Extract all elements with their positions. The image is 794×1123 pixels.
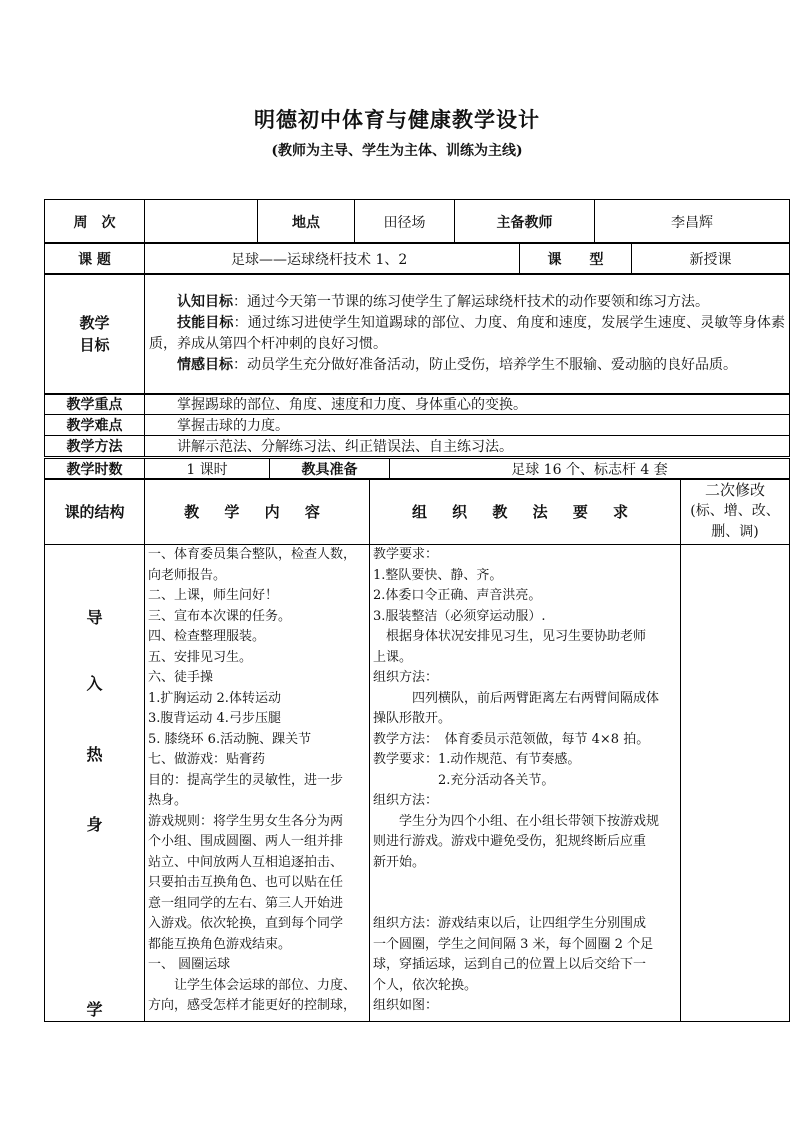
text-line: 教学要求：	[373, 547, 439, 562]
goals-label-text: 教学 目标	[79, 314, 110, 354]
text-line: 5. 膝绕环 6.活动腕、踝关节	[148, 731, 312, 747]
goal-skill: 技能目标：通过练习进使学生知道踢球的部位、力度、角度和速度，发展学生速度、灵敏等身体素质，养成从第四个杆冲刺的良好习惯。	[149, 315, 786, 352]
revise-column	[681, 545, 790, 1022]
text-line: 让学生体会运球的部位、力度、	[148, 977, 357, 993]
hours-label: 教学时数	[45, 459, 145, 480]
text-line: 学生分为四个小组、在小组长带领下按游戏规	[373, 813, 660, 829]
hours-value: 1 课时	[145, 459, 270, 480]
method-column	[370, 545, 681, 1022]
difficulty-label: 教学难点	[45, 415, 145, 436]
text-line: 二、上课，师生问好！	[148, 588, 279, 603]
text-line: 向老师报告。	[148, 567, 227, 583]
text-line: 2.体委口令正确、声音洪亮。	[373, 588, 542, 603]
text-line: 六、徒手操	[148, 670, 214, 685]
text-line: 一个圆圈，学生之间间隔 3 米，每个圆圈 2 个足	[373, 936, 654, 952]
text-line: 站立、中间放两人互相追逐拍击、	[148, 854, 344, 870]
header-row-goals	[44, 273, 790, 395]
stage-char: 热	[86, 745, 103, 764]
text-line: 3.服装整洁（必须穿运动服）.	[373, 608, 546, 624]
goals-label	[45, 274, 145, 395]
text-line: 意一组同学的左右、第三人开始进	[148, 895, 344, 911]
text-line: 组织如图：	[373, 998, 439, 1013]
text-line: 一、体育委员集合整队，检查人数，	[148, 547, 357, 562]
text-line: 组织方法：	[373, 670, 439, 685]
text-line: 四、检查整理服装。	[148, 629, 266, 644]
text-line: 只要拍击互换角色、也可以贴在任	[148, 875, 344, 890]
text-line: 五、安排见习生。	[148, 649, 253, 665]
text-line: 教学方法： 体育委员示范领做，每节 4×8 拍。	[373, 731, 650, 747]
col-revise-note: (标、增、改、删、调)	[690, 503, 780, 540]
text-line: 根据身体状况安排见习生，见习生要协助老师	[373, 629, 647, 644]
page-subtitle: (教师为主导、学生为主体、训练为主线)	[271, 143, 523, 159]
text-line: 组织方法：游戏结束以后，让四组学生分别围成	[373, 916, 647, 931]
type-label: 课 型	[520, 243, 632, 275]
goals-content	[145, 274, 790, 395]
header-rows-key	[44, 393, 790, 457]
stage-char: 身	[86, 815, 103, 834]
teacher-value: 李昌辉	[595, 200, 790, 244]
col-method-header: 组 织 教 法 要 求	[370, 479, 681, 545]
text-line: 目的：提高学生的灵敏性，进一步	[148, 772, 344, 788]
col-revise-header	[681, 479, 790, 545]
text-line	[373, 894, 677, 915]
week-value	[145, 200, 258, 244]
text-line: 2.充分活动各关节。	[373, 772, 555, 788]
text-line: 三、宣布本次课的任务。	[148, 608, 292, 624]
stage-char: 学	[86, 1000, 103, 1019]
stage-char: 导	[86, 608, 103, 627]
text-line: 入游戏。依次轮换，直到每个同学	[148, 916, 344, 931]
text-line: 1.整队要快、静、齐。	[373, 567, 503, 583]
text-line: 热身。	[148, 793, 188, 808]
col-structure-header: 课的结构	[45, 479, 145, 545]
teacher-label: 主备教师	[455, 200, 595, 244]
text-line: 组织方法：	[373, 793, 439, 808]
goal-cognitive: 认知目标：通过今天第一节课的练习使学生了解运球绕杆技术的动作要领和练习方法。	[177, 294, 709, 310]
stage-char: 入	[86, 674, 103, 693]
stage-column	[45, 545, 145, 1022]
method-value: 讲解示范法、分解练习法、纠正错误法、自主练习法。	[145, 436, 790, 457]
equip-value: 足球 16 个、标志杆 4 套	[390, 459, 790, 480]
equip-label: 教具准备	[270, 459, 390, 480]
week-label: 周 次	[45, 200, 145, 244]
text-line: 新开始。	[373, 854, 426, 870]
text-line	[373, 873, 677, 894]
text-line: 1.扩胸运动 2.体转运动	[148, 690, 281, 706]
key-value: 掌握踢球的部位、角度、速度和力度、身体重心的变换。	[145, 394, 790, 415]
lesson-value: 足球——运球绕杆技术 1、2	[145, 243, 520, 275]
stage-labels	[45, 545, 144, 1021]
lesson-structure-table	[44, 478, 790, 1022]
text-line: 一、 圆圈运球	[148, 957, 231, 972]
text-line: 游戏规则：将学生男女生各分为两	[148, 813, 344, 829]
method-lines	[370, 545, 680, 1017]
text-line: 七、做游戏：贴膏药	[148, 752, 266, 767]
content-column	[145, 545, 370, 1022]
type-value: 新授课	[632, 243, 790, 275]
text-line: 上课。	[373, 649, 413, 665]
text-line: 教学要求：1.动作规范、有节奏感。	[373, 752, 581, 767]
col-revise-title: 二次修改	[704, 481, 765, 499]
text-line: 四列横队，前后两臂距离左右两臂间隔成体	[373, 690, 660, 706]
difficulty-value: 掌握击球的力度。	[145, 415, 790, 436]
text-line: 球，穿插运球，运到自己的位置上以后交给下一	[373, 957, 647, 972]
text-line: 个小组、围成圆圈、两人一组并排	[148, 834, 344, 849]
method-label: 教学方法	[45, 436, 145, 457]
header-row-hours	[44, 458, 790, 480]
text-line: 个人，依次轮换。	[373, 977, 478, 993]
goal-emotion: 情感目标：动员学生充分做好准备活动，防止受伤，培养学生不服输、爱动脑的良好品质。	[177, 357, 737, 373]
lesson-label: 课 题	[45, 243, 145, 275]
place-value: 田径场	[355, 200, 455, 244]
text-line: 3.腹背运动 4.弓步压腿	[148, 711, 281, 726]
text-line: 方向，感受怎样才能更好的控制球，	[148, 998, 357, 1013]
text-line: 则进行游戏。游戏中避免受伤，犯规终断后应重	[373, 834, 647, 849]
key-label: 教学重点	[45, 394, 145, 415]
text-line: 操队形散开。	[373, 711, 452, 726]
header-row-lesson	[44, 242, 790, 275]
header-row-week	[44, 199, 790, 244]
text-line: 都能互换角色游戏结束。	[148, 936, 292, 952]
place-label: 地点	[258, 200, 355, 244]
page-title: 明德初中体育与健康教学设计	[254, 107, 540, 132]
col-content-header: 教 学 内 容	[145, 479, 370, 545]
content-lines	[145, 545, 369, 1017]
